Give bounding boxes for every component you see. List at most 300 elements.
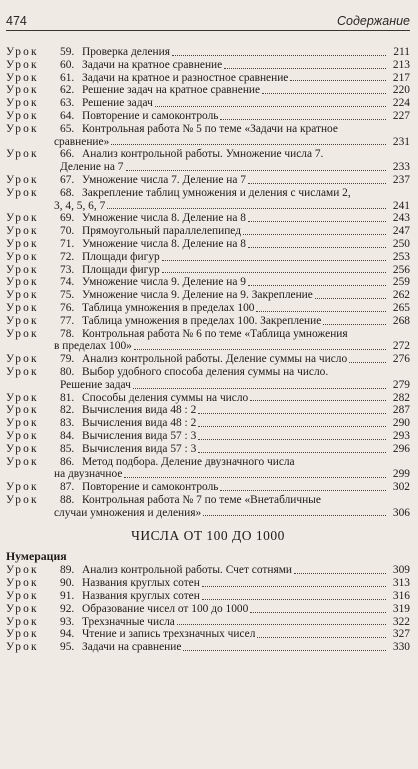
lesson-title-block: [82, 564, 410, 577]
lesson-label: Урок: [6, 109, 39, 122]
page-ref: 243: [392, 212, 410, 225]
lesson-number: 70.: [60, 225, 75, 238]
lesson-label: Урок: [6, 493, 39, 506]
lesson-title: Площади фигур: [82, 263, 160, 276]
lesson-label: Урок: [6, 237, 39, 250]
lesson-number: 78.: [60, 327, 75, 340]
lesson-title-line: [82, 443, 410, 456]
lesson-title: Умножение числа 8. Деление на 8: [82, 212, 247, 225]
lesson-title-block: [82, 430, 410, 443]
dot-leader: [162, 272, 386, 273]
lesson-title: Задачи на кратное сравнение: [82, 58, 223, 71]
toc-entry: [6, 315, 410, 328]
dot-leader: [257, 637, 386, 638]
lesson-title-block: [82, 225, 410, 238]
page-ref: 276: [392, 353, 410, 366]
page-ref: 309: [392, 564, 410, 577]
lesson-number: 94.: [60, 628, 75, 641]
toc-entry: [6, 238, 410, 251]
lesson-title-block: [82, 603, 410, 616]
page-ref: 319: [392, 602, 410, 615]
dot-leader: [111, 144, 386, 145]
page-ref: 237: [392, 173, 410, 186]
lesson-title-block: [82, 72, 410, 85]
lesson-label: Урок: [6, 225, 39, 238]
toc-entry: [6, 641, 410, 654]
page-ref: 279: [392, 378, 410, 391]
lesson-label: Урок: [6, 314, 39, 327]
lesson-title: Умножение числа 9. Деление на 9: [82, 276, 247, 289]
toc-entry: [6, 302, 410, 315]
lesson-title-line: [60, 161, 410, 174]
page-ref: 327: [392, 628, 410, 641]
dot-leader: [220, 119, 386, 120]
dot-leader: [248, 221, 386, 222]
lesson-label: Урок: [6, 301, 39, 314]
lesson-title: Контрольная работа № 5 по теме «Задачи на кратное: [82, 122, 338, 135]
lesson-title: Трехзначные числа: [82, 615, 175, 628]
lesson-title: 3, 4, 5, 6, 7: [54, 199, 106, 212]
lesson-title: на двузначное: [54, 468, 123, 481]
lesson-title: Контрольная работа № 7 по теме «Внетабличные: [82, 493, 321, 506]
lesson-list-part1: [6, 46, 410, 519]
lesson-number: 87.: [60, 481, 75, 494]
lesson-label: Урок: [6, 602, 39, 615]
toc-entry: [6, 46, 410, 59]
dot-leader: [256, 311, 386, 312]
lesson-title: Названия круглых сотен: [82, 577, 200, 590]
page-ref: 217: [392, 71, 410, 84]
dot-leader: [262, 93, 386, 94]
lesson-title: Умножение числа 7. Деление на 7: [82, 173, 247, 186]
page-ref: 287: [392, 404, 410, 417]
lesson-number: 88.: [60, 493, 75, 506]
page-ref: 313: [392, 577, 410, 590]
lesson-title-line: [82, 404, 410, 417]
page-ref: 282: [392, 391, 410, 404]
toc-entry: [6, 417, 410, 430]
toc-entry: [6, 443, 410, 456]
lesson-label: Урок: [6, 365, 39, 378]
page-ref: 233: [392, 161, 410, 174]
lesson-title: Прямоугольный параллелепипед: [82, 225, 241, 238]
lesson-title: Метод подбора. Деление двузначного числа: [82, 455, 295, 468]
page-ref: 296: [392, 442, 410, 455]
lesson-title-block: [82, 616, 410, 629]
lesson-title: Вычисления вида 48 : 2: [82, 404, 197, 417]
lesson-title-line: [82, 72, 410, 85]
dot-leader: [202, 586, 386, 587]
dot-leader: [124, 477, 386, 478]
page-ref: 247: [392, 225, 410, 238]
lesson-title-block: [82, 46, 410, 59]
lesson-title-block: [82, 289, 410, 302]
lesson-label: Урок: [6, 58, 39, 71]
lesson-title-line: [82, 59, 410, 72]
lesson-number: 73.: [60, 263, 75, 276]
lesson-title-line: [82, 417, 410, 430]
dot-leader: [183, 650, 386, 651]
lesson-number: 67.: [60, 173, 75, 186]
lesson-label: Урок: [6, 71, 39, 84]
lesson-title: Задачи на кратное и разностное сравнение: [82, 71, 289, 84]
toc-entry: [6, 123, 410, 149]
page-ref: 231: [392, 135, 410, 148]
dot-leader: [162, 260, 386, 261]
lesson-label: Урок: [6, 481, 39, 494]
lesson-title-line: [82, 212, 410, 225]
toc-entry: [6, 456, 410, 482]
toc-entry: [6, 110, 410, 123]
toc-entry: [6, 430, 410, 443]
lesson-label: Урок: [6, 97, 39, 110]
page-ref: 227: [392, 109, 410, 122]
lesson-number: 77.: [60, 314, 75, 327]
page-ref: 259: [392, 276, 410, 289]
lesson-number: 81.: [60, 391, 75, 404]
lesson-title-line: [82, 616, 410, 629]
lesson-number: 64.: [60, 109, 75, 122]
lesson-title: Проверка деления: [82, 46, 170, 58]
toc-entry: [6, 590, 410, 603]
lesson-title-line: [82, 276, 410, 289]
lesson-title: Анализ контрольной работы. Счет сотнями: [82, 564, 293, 577]
lesson-title: Вычисления вида 57 : 3: [82, 442, 197, 455]
lesson-title-line: [82, 110, 410, 123]
lesson-label: Урок: [6, 250, 39, 263]
lesson-title-block: [82, 110, 410, 123]
lesson-title-block: [82, 84, 410, 97]
dot-leader: [177, 624, 386, 625]
lesson-title-line: [82, 174, 410, 187]
toc-entry: [6, 404, 410, 417]
lesson-number: 60.: [60, 58, 75, 71]
lesson-title-block: [82, 481, 410, 494]
lesson-label: Урок: [6, 577, 39, 590]
dot-leader: [250, 400, 386, 401]
lesson-title-line: [82, 123, 410, 136]
toc-entry: [6, 148, 410, 174]
lesson-number: 86.: [60, 455, 75, 468]
lesson-title-block: [82, 404, 410, 417]
lesson-title: сравнение»: [54, 135, 110, 148]
lesson-title-line: [54, 200, 410, 213]
lesson-title: случаи умножения и деления»: [54, 506, 202, 519]
lesson-label: Урок: [6, 186, 39, 199]
lesson-title-block: [82, 392, 410, 405]
dot-leader: [290, 80, 386, 81]
lesson-title-line: [82, 392, 410, 405]
toc-entry: [6, 289, 410, 302]
lesson-title-line: [82, 238, 410, 251]
lesson-title: Задачи на сравнение: [82, 641, 182, 654]
lesson-title-block: [82, 97, 410, 110]
lesson-title-block: [82, 276, 410, 289]
lesson-title: Повторение и самоконтроль: [82, 481, 219, 494]
page-ref: 293: [392, 429, 410, 442]
toc-entry: [6, 212, 410, 225]
lesson-title-block: [82, 212, 410, 225]
lesson-title: Таблица умножения в пределах 100. Закрепление: [82, 314, 322, 327]
subsection-title: Нумерация: [6, 549, 67, 564]
dot-leader: [172, 55, 386, 56]
lesson-label: Урок: [6, 641, 39, 654]
lesson-number: 95.: [60, 641, 75, 654]
lesson-title-block: [82, 577, 410, 590]
lesson-title-line: [82, 430, 410, 443]
dot-leader: [220, 490, 386, 491]
lesson-label: Урок: [6, 564, 39, 577]
toc-entry: [6, 174, 410, 187]
lesson-number: 84.: [60, 429, 75, 442]
page-ref: 306: [392, 506, 410, 519]
lesson-title-block: [82, 251, 410, 264]
lesson-number: 91.: [60, 590, 75, 603]
lesson-label: Урок: [6, 429, 39, 442]
lesson-number: 79.: [60, 353, 75, 366]
lesson-label: Урок: [6, 84, 39, 97]
dot-leader: [294, 573, 386, 574]
chapter-title: ЧИСЛА ОТ 100 ДО 1000: [131, 528, 285, 544]
toc-entry: [6, 72, 410, 85]
lesson-title-block: [82, 353, 410, 366]
lesson-title-line: [82, 289, 410, 302]
lesson-title: Таблица умножения в пределах 100: [82, 301, 255, 314]
lesson-title: Анализ контрольной работы. Деление суммы на число: [82, 353, 348, 366]
lesson-number: 80.: [60, 365, 75, 378]
lesson-number: 90.: [60, 577, 75, 590]
lesson-title-line: [82, 84, 410, 97]
lesson-title-block: [82, 443, 410, 456]
lesson-number: 65.: [60, 122, 75, 135]
lesson-title-line: [82, 494, 410, 507]
page-ref: 330: [392, 641, 410, 654]
lesson-title-block: [82, 238, 410, 251]
lesson-number: 76.: [60, 301, 75, 314]
page-ref: 272: [392, 340, 410, 353]
lesson-title-line: [82, 251, 410, 264]
dot-leader: [198, 413, 386, 414]
lesson-title-line: [82, 187, 410, 200]
dot-leader: [248, 285, 386, 286]
page-ref: 224: [392, 97, 410, 110]
lesson-number: 62.: [60, 84, 75, 97]
lesson-title-block: [82, 590, 410, 603]
lesson-label: Урок: [6, 442, 39, 455]
lesson-title: Вычисления вида 48 : 2: [82, 417, 197, 430]
toc-entry: [6, 366, 410, 392]
page-ref: 322: [392, 615, 410, 628]
lesson-title: Чтение и запись трехзначных чисел: [82, 628, 256, 641]
lesson-title-block: [82, 302, 410, 315]
toc-entry: [6, 392, 410, 405]
lesson-title: Решение задач: [82, 97, 153, 110]
page-ref: 241: [392, 199, 410, 212]
page-ref: 299: [392, 468, 410, 481]
lesson-title-block: [82, 628, 410, 641]
lesson-title-line: [54, 468, 410, 481]
toc-entry: [6, 264, 410, 277]
lesson-number: 93.: [60, 615, 75, 628]
lesson-title-line: [82, 97, 410, 110]
dot-leader: [107, 208, 386, 209]
dot-leader: [250, 612, 386, 613]
toc-entry: [6, 276, 410, 289]
lesson-title: Повторение и самоконтроль: [82, 109, 219, 122]
lesson-title-line: [54, 507, 410, 520]
lesson-number: 74.: [60, 276, 75, 289]
lesson-label: Урок: [6, 289, 39, 302]
lesson-list-part2: [6, 564, 410, 654]
toc-entry: [6, 603, 410, 616]
lesson-title-block: [82, 315, 410, 328]
lesson-number: 66.: [60, 148, 75, 161]
lesson-title: Выбор удобного способа деления суммы на число.: [82, 365, 329, 378]
dot-leader: [134, 349, 386, 350]
page-ref: 290: [392, 417, 410, 430]
lesson-label: Урок: [6, 173, 39, 186]
lesson-title-block: [82, 641, 410, 654]
lesson-number: 75.: [60, 289, 75, 302]
lesson-title: Образование чисел от 100 до 1000: [82, 602, 249, 615]
toc-entry: [6, 481, 410, 494]
toc-entry: [6, 97, 410, 110]
dot-leader: [198, 452, 386, 453]
lesson-number: 63.: [60, 97, 75, 110]
lesson-title: в пределах 100»: [54, 340, 132, 353]
lesson-title-line: [82, 328, 410, 341]
lesson-title: Вычисления вида 57 : 3: [82, 429, 197, 442]
page-ref: 250: [392, 237, 410, 250]
lesson-title-line: [82, 353, 410, 366]
toc-entry: [6, 494, 410, 520]
lesson-title-line: [82, 302, 410, 315]
page-ref: 265: [392, 301, 410, 314]
dot-leader: [203, 515, 386, 516]
lesson-label: Урок: [6, 455, 39, 468]
lesson-number: 92.: [60, 602, 75, 615]
toc-entry: [6, 251, 410, 264]
toc-entry: [6, 564, 410, 577]
lesson-number: 85.: [60, 442, 75, 455]
page-ref: 262: [392, 289, 410, 302]
lesson-number: 72.: [60, 250, 75, 263]
page-ref: 213: [392, 58, 410, 71]
section-title-header: Содержание: [337, 14, 410, 28]
page-number: 474: [6, 14, 27, 28]
page-header: [6, 6, 410, 31]
page-ref: 268: [392, 314, 410, 327]
lesson-label: Урок: [6, 615, 39, 628]
lesson-title: Закрепление таблиц умножения и деления с числами 2,: [82, 186, 351, 199]
lesson-number: 68.: [60, 186, 75, 199]
lesson-title: Деление на 7: [60, 161, 124, 174]
lesson-title-line: [82, 577, 410, 590]
lesson-title-line: [82, 641, 410, 654]
lesson-label: Урок: [6, 628, 39, 641]
lesson-label: Урок: [6, 353, 39, 366]
lesson-title-block: [82, 174, 410, 187]
page-ref: 256: [392, 263, 410, 276]
lesson-title-line: [82, 148, 410, 161]
lesson-title-block: [82, 264, 410, 277]
lesson-title-line: [82, 315, 410, 328]
lesson-title-line: [82, 225, 410, 238]
lesson-number: 82.: [60, 404, 75, 417]
lesson-label: Урок: [6, 263, 39, 276]
toc-entry: [6, 628, 410, 641]
lesson-number: 59.: [60, 46, 75, 58]
dot-leader: [315, 298, 386, 299]
lesson-title: Способы деления суммы на число: [82, 391, 249, 404]
lesson-title-block: [82, 59, 410, 72]
lesson-title: Умножение числа 8. Деление на 8: [82, 237, 247, 250]
page-ref: 253: [392, 250, 410, 263]
lesson-title: Решение задач на кратное сравнение: [82, 84, 261, 97]
lesson-title-line: [82, 628, 410, 641]
lesson-label: Урок: [6, 122, 39, 135]
lesson-title-line: [82, 481, 410, 494]
lesson-label: Урок: [6, 46, 39, 58]
toc-entry: [6, 84, 410, 97]
lesson-number: 61.: [60, 71, 75, 84]
lesson-label: Урок: [6, 148, 39, 161]
dot-leader: [198, 439, 386, 440]
toc-entry: [6, 353, 410, 366]
toc-entry: [6, 187, 410, 213]
lesson-title-line: [54, 136, 410, 149]
lesson-title: Анализ контрольной работы. Умножение числа 7.: [82, 148, 324, 161]
dot-leader: [248, 247, 386, 248]
lesson-title-line: [82, 46, 410, 59]
lesson-label: Урок: [6, 417, 39, 430]
dot-leader: [349, 362, 386, 363]
lesson-title-line: [82, 366, 410, 379]
dot-leader: [224, 68, 386, 69]
lesson-label: Урок: [6, 327, 39, 340]
lesson-label: Урок: [6, 391, 39, 404]
lesson-title-line: [82, 603, 410, 616]
lesson-title: Площади фигур: [82, 250, 160, 263]
lesson-number: 89.: [60, 564, 75, 577]
lesson-title-line: [82, 456, 410, 469]
lesson-title: Контрольная работа № 6 по теме «Таблица умножения: [82, 327, 348, 340]
lesson-title-line: [60, 379, 410, 392]
page-ref: 316: [392, 590, 410, 603]
table-of-contents: [6, 46, 410, 654]
lesson-label: Урок: [6, 590, 39, 603]
page-ref: 302: [392, 481, 410, 494]
lesson-title-line: [82, 564, 410, 577]
toc-entry: [6, 59, 410, 72]
lesson-title: Названия круглых сотен: [82, 590, 200, 603]
lesson-number: 71.: [60, 237, 75, 250]
dot-leader: [243, 234, 386, 235]
lesson-label: Урок: [6, 276, 39, 289]
lesson-title: Решение задач: [60, 378, 131, 391]
lesson-title: Умножение числа 9. Деление на 9. Закрепление: [82, 289, 313, 302]
dot-leader: [198, 426, 386, 427]
dot-leader: [323, 324, 386, 325]
dot-leader: [202, 599, 386, 600]
dot-leader: [155, 106, 386, 107]
lesson-title-line: [54, 340, 410, 353]
page-ref: 220: [392, 84, 410, 97]
dot-leader: [133, 388, 386, 389]
dot-leader: [126, 170, 387, 171]
lesson-title-line: [82, 264, 410, 277]
lesson-label: Урок: [6, 212, 39, 225]
